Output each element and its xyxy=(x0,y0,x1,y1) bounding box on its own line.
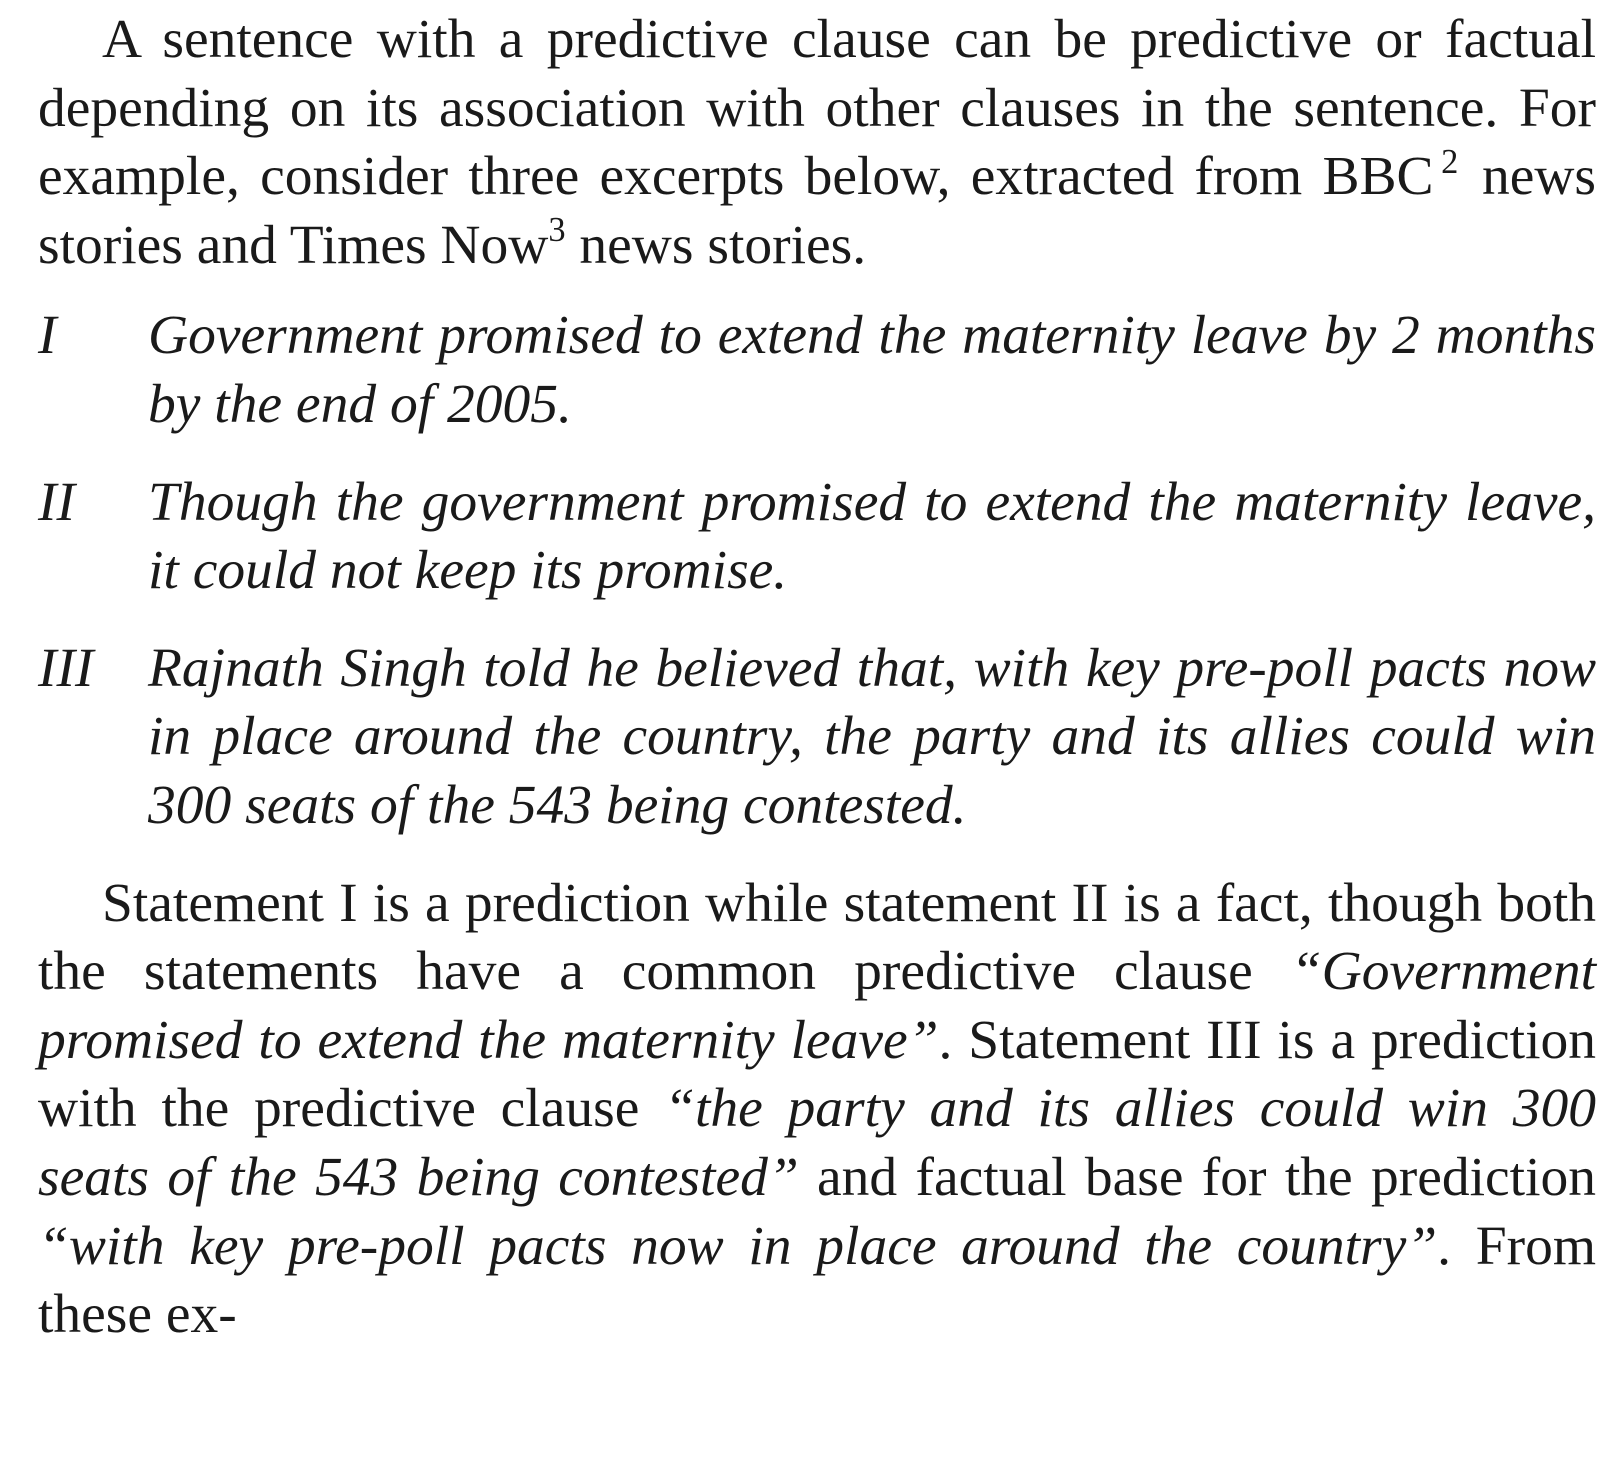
example-text: Rajnath Singh told he believed that, with key pre-poll pacts now in place around the country, the party and its allies could win 300 seats of the 543 being contested. xyxy=(148,637,1596,836)
example-item-3 xyxy=(38,635,1596,841)
example-number: I xyxy=(38,305,57,367)
quoted-clause-factual-base: “with key pre-poll pacts now in place around the country” xyxy=(38,1215,1438,1277)
example-number: III xyxy=(38,637,94,699)
footnote-marker-2[interactable]: 2 xyxy=(1441,142,1459,181)
analysis-text: . Statement III is a prediction with the predictive clause xyxy=(38,1009,1596,1140)
footnote-marker-3[interactable]: 3 xyxy=(548,211,566,250)
paragraph-intro xyxy=(38,6,1596,280)
example-list xyxy=(38,302,1596,840)
analysis-text: and factual base for the prediction xyxy=(798,1146,1597,1208)
intro-text-middle: news stories and Times Now xyxy=(38,146,1596,276)
example-text: Government promised to extend the maternity leave by 2 months by the end of 2005. xyxy=(148,305,1596,435)
example-item-2 xyxy=(38,469,1596,606)
intro-text-end: news stories. xyxy=(565,214,867,276)
example-number: II xyxy=(38,471,75,533)
analysis-text: . From these ex- xyxy=(38,1215,1596,1346)
example-item-1 xyxy=(38,302,1596,439)
quoted-clause-maternity: “Government promised to extend the maternity leave” xyxy=(38,941,1596,1071)
analysis-text: Statement I is a prediction while statement II is a fact, though both the statements have a common predictive clause xyxy=(38,872,1596,1003)
quoted-clause-prediction: “the party and its allies could win 300 seats of the 543 being contested” xyxy=(38,1078,1596,1208)
intro-text: A sentence with a predictive clause can be predictive or factual depending on its association with other clauses in the sentence. For example, consider three excerpts below, extracted from BBC xyxy=(38,9,1596,208)
paragraph-analysis xyxy=(38,870,1596,1350)
page-text-body xyxy=(38,6,1596,1350)
example-text: Though the government promised to extend the maternity leave, it could not keep its promise. xyxy=(148,471,1596,602)
